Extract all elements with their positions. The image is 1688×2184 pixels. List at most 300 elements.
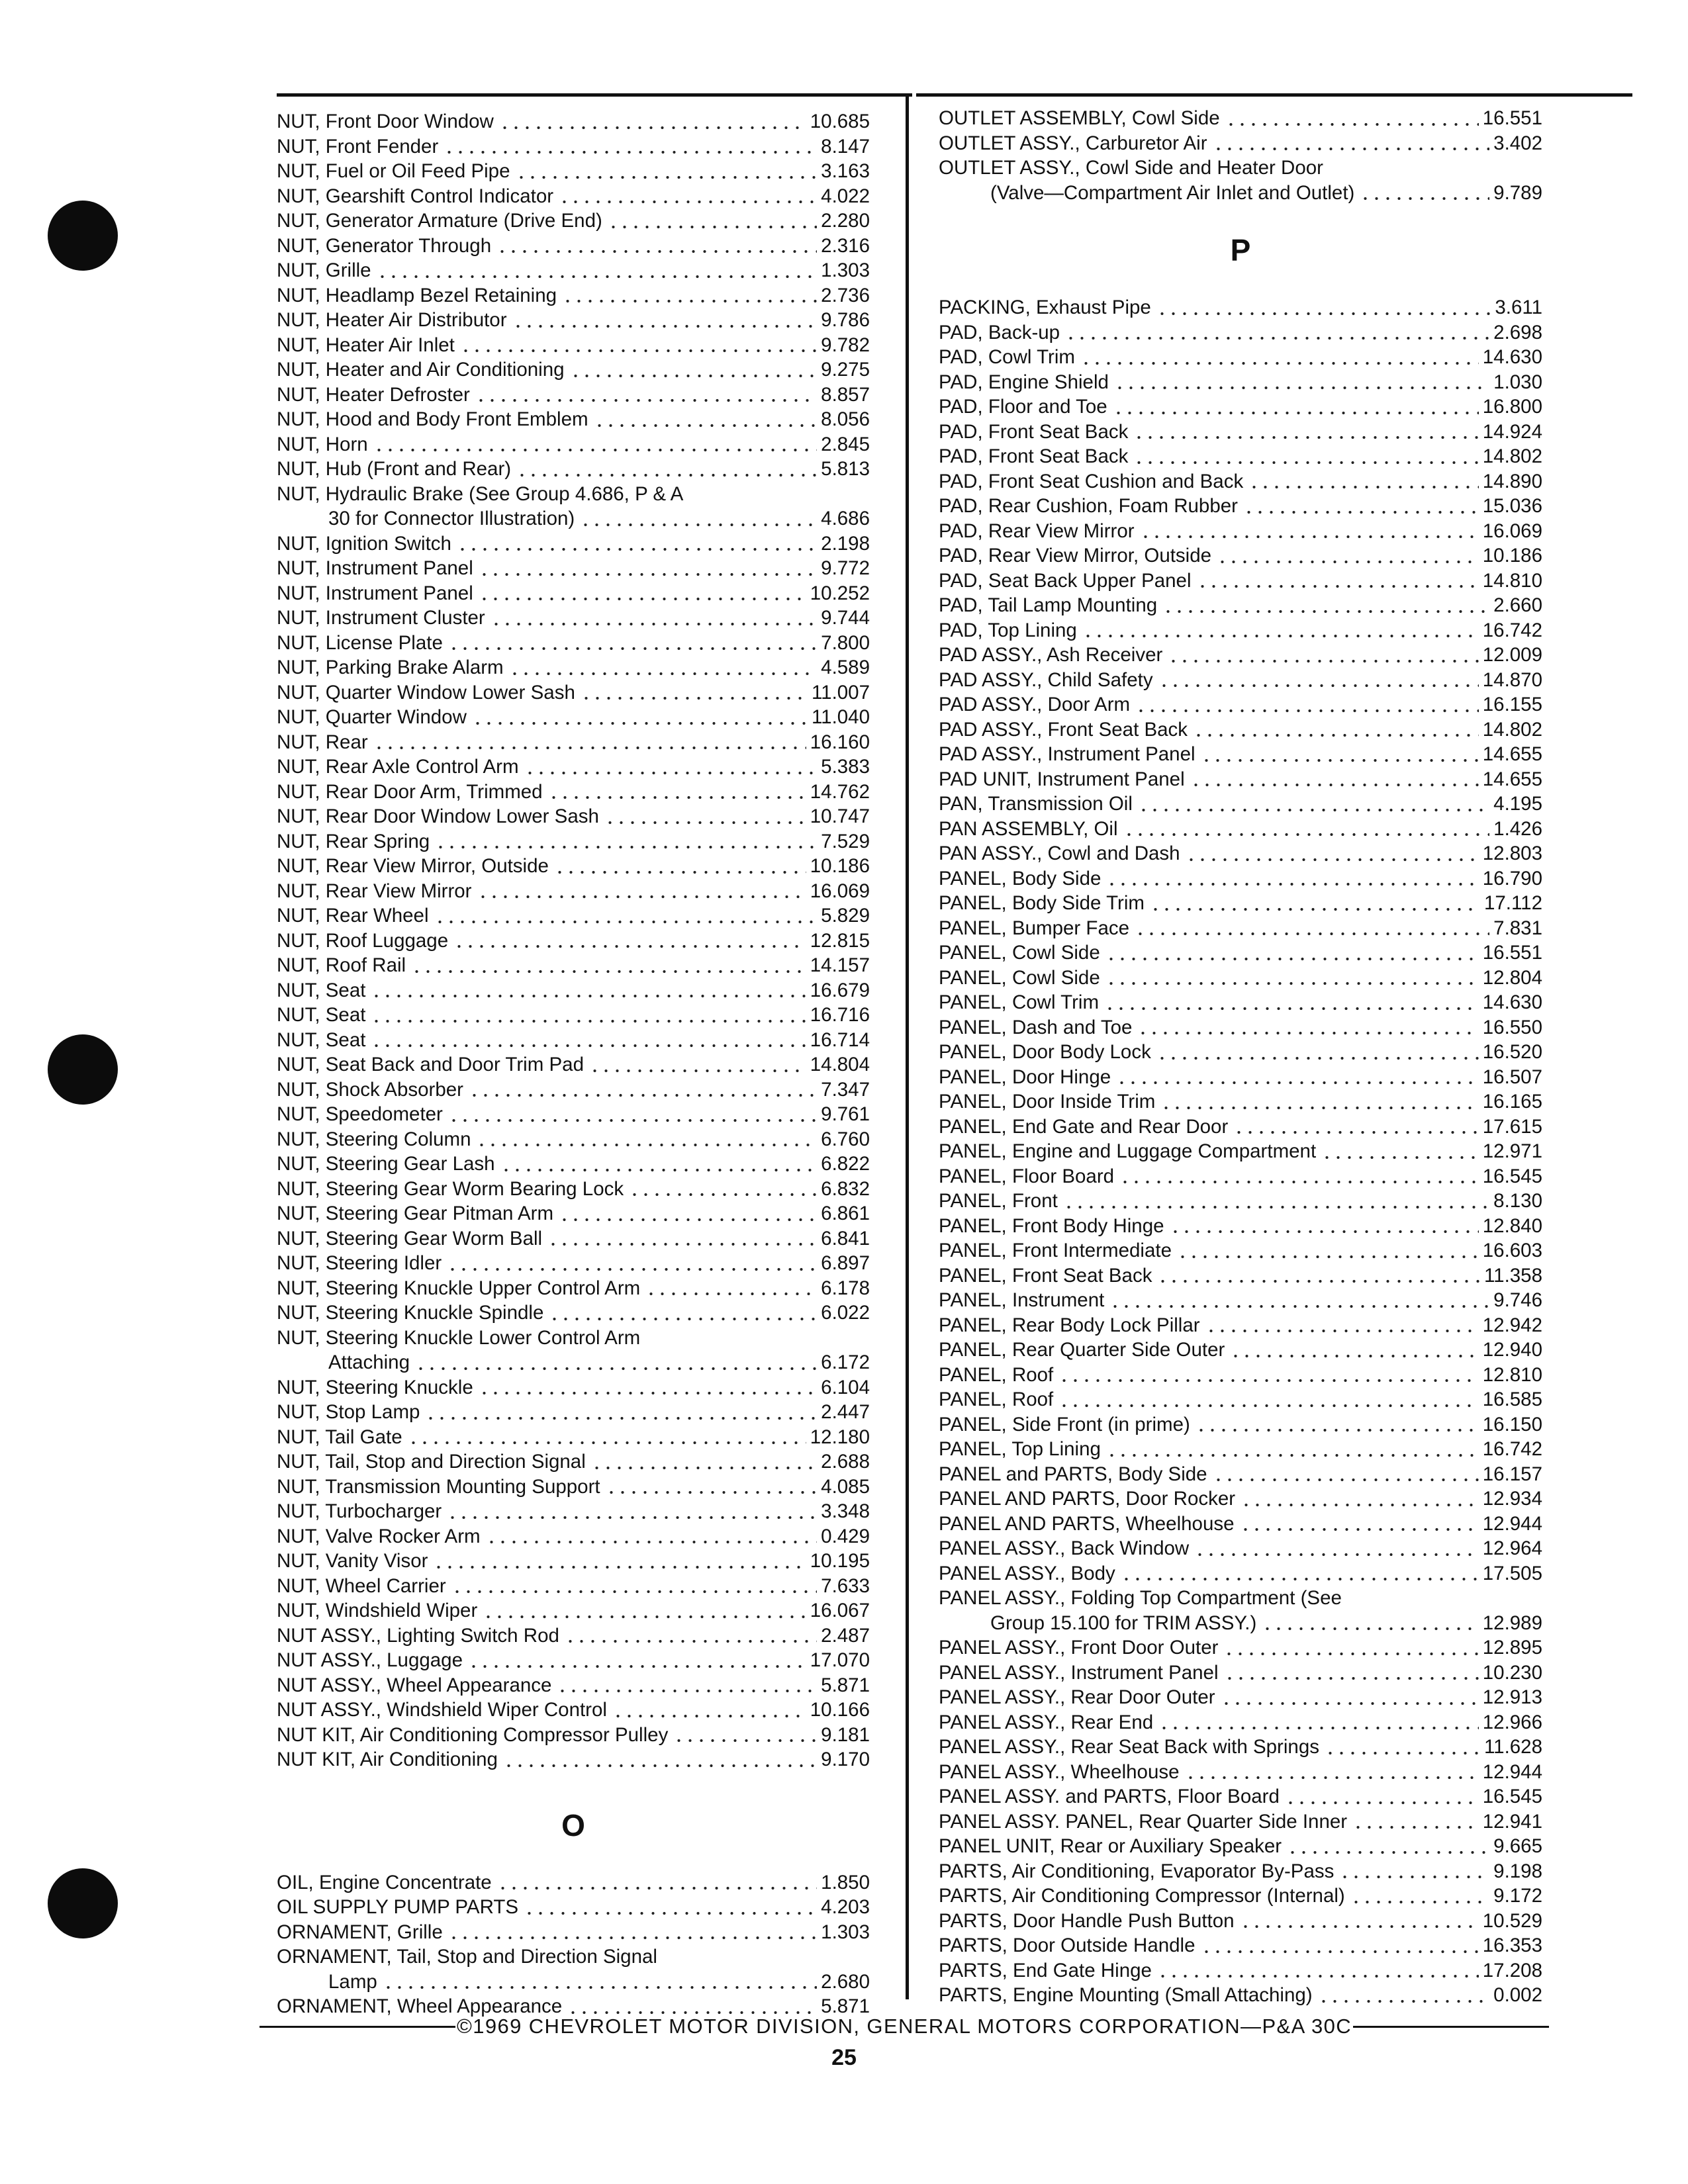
entry-name: NUT, Parking Brake Alarm [277, 657, 504, 678]
dot-leader [1104, 1007, 1479, 1011]
entry-group-number: 3.163 [821, 160, 870, 182]
entry-group-number: 17.070 [810, 1649, 870, 1671]
entry-name: NUT, Front Door Window [277, 111, 494, 132]
entry-name: NUT KIT, Air Conditioning Compressor Pulley [277, 1723, 669, 1746]
entry-group-number: 10.195 [810, 1550, 870, 1572]
dot-leader [1325, 1751, 1480, 1755]
page-number: 25 [831, 2045, 857, 2070]
entry-name: NUT, Grille [277, 259, 371, 281]
entry-group-number: 15.036 [1482, 495, 1542, 517]
index-entry [277, 1425, 870, 1450]
dot-leader [447, 1516, 817, 1520]
entry-group-number: 1.303 [821, 1921, 870, 1943]
entry-name: NUT ASSY., Luggage [277, 1649, 463, 1671]
entry-group-number: 12.971 [1482, 1140, 1542, 1162]
index-entry [939, 891, 1542, 916]
entry-group-number: 17.505 [1482, 1562, 1542, 1584]
dot-leader [1241, 1503, 1479, 1507]
index-entry [277, 953, 870, 978]
dot-leader [1170, 1230, 1479, 1234]
entry-name: NUT, Rear Wheel [277, 905, 429, 927]
entry-name: NUT, Heater Air Inlet [277, 334, 455, 356]
entry-name: PANEL ASSY., Back Window [939, 1537, 1190, 1559]
dot-leader [434, 920, 818, 924]
dot-leader [1339, 1875, 1489, 1879]
index-entry [939, 1412, 1542, 1437]
index-entry [939, 643, 1542, 668]
index-entry [277, 482, 870, 507]
index-entry [939, 1760, 1542, 1785]
entry-name: NUT, Rear View Mirror [277, 880, 472, 902]
index-entry [277, 1350, 870, 1375]
dot-leader [512, 324, 818, 328]
index-entry [939, 1834, 1542, 1859]
entry-name: PAD, Back-up [939, 321, 1060, 343]
entry-name: ORNAMENT, Grille [277, 1921, 443, 1943]
entry-name: PANEL and PARTS, Body Side [939, 1463, 1207, 1485]
entry-group-number: 2.688 [821, 1451, 870, 1473]
dot-leader [411, 970, 806, 974]
entry-group-number: 2.487 [821, 1624, 870, 1647]
entry-group-number: 2.198 [821, 532, 870, 555]
dot-leader [447, 1267, 817, 1271]
entry-name: PANEL, Rear Quarter Side Outer [939, 1339, 1225, 1361]
entry-name: NUT, Shock Absorber [277, 1078, 464, 1101]
dot-leader [1248, 485, 1479, 489]
entry-group-number: 4.203 [821, 1896, 870, 1918]
entry-name: NUT, Instrument Panel [277, 557, 473, 579]
entry-group-number: 2.845 [821, 433, 870, 455]
index-entry [277, 730, 870, 755]
entry-group-number: 16.714 [810, 1028, 870, 1051]
entry-name: PAD, Top Lining [939, 619, 1077, 641]
entry-name: PANEL ASSY., Rear End [939, 1711, 1154, 1733]
entry-group-number: 17.208 [1482, 1959, 1542, 1981]
index-entry [939, 742, 1542, 767]
dot-leader [425, 1416, 817, 1420]
index-entry [939, 1040, 1542, 1065]
dot-leader [1224, 1676, 1479, 1680]
entry-name: PANEL AND PARTS, Wheelhouse [939, 1512, 1235, 1535]
dot-leader [562, 299, 817, 303]
entry-name: OIL, Engine Concentrate [277, 1871, 492, 1893]
entry-group-number: 11.007 [811, 681, 870, 704]
entry-group-number: 4.195 [1493, 793, 1542, 815]
entry-name: NUT, Heater Defroster [277, 383, 470, 406]
entry-group-number: 16.507 [1482, 1066, 1542, 1088]
entry-name: NUT, Generator Through [277, 234, 492, 257]
index-entry [277, 1177, 870, 1202]
entry-group-number: 12.840 [1482, 1214, 1542, 1237]
entry-group-number: 0.429 [821, 1525, 870, 1547]
index-list-p [939, 295, 1542, 2008]
dot-leader [606, 1490, 818, 1494]
dot-leader [1123, 833, 1490, 837]
dot-leader [460, 349, 817, 353]
dot-leader [1201, 758, 1479, 762]
index-entry [277, 159, 870, 184]
dot-leader [1285, 1801, 1479, 1805]
entry-group-number: 2.316 [821, 234, 870, 257]
dot-leader [497, 1886, 817, 1890]
index-entry [939, 1909, 1542, 1934]
dot-leader [1150, 907, 1480, 911]
entry-group-number: 4.022 [821, 185, 870, 207]
dot-leader [1243, 510, 1479, 514]
index-entry [939, 1933, 1542, 1958]
entry-name: PARTS, Door Handle Push Button [939, 1909, 1235, 1932]
entry-name: OUTLET ASSY., Cowl Side and Heater Door [939, 157, 1323, 179]
index-entry [939, 618, 1542, 643]
entry-group-number: 12.913 [1482, 1686, 1542, 1708]
dot-leader [453, 944, 806, 948]
dot-leader [371, 1019, 806, 1023]
entry-group-number: 5.813 [821, 458, 870, 480]
index-entry [939, 1512, 1542, 1537]
footer-copyright: ©1969 CHEVROLET MOTOR DIVISION, GENERAL MOTORS CORPORATION—P&A 30C [456, 2015, 1352, 2038]
index-entry [939, 1611, 1542, 1636]
index-entry [939, 1065, 1542, 1090]
entry-group-number: 9.746 [1493, 1289, 1542, 1311]
entry-name: PANEL, Top Lining [939, 1438, 1101, 1460]
index-entry [277, 1598, 870, 1623]
dot-leader [1063, 1205, 1489, 1209]
footer-rule-right [1353, 2026, 1549, 2028]
dot-leader [1121, 1577, 1479, 1581]
entry-name: PAD, Front Seat Back [939, 445, 1129, 467]
entry-name: PAN ASSEMBLY, Oil [939, 817, 1118, 840]
entry-group-number: 2.447 [821, 1401, 870, 1423]
index-entry [277, 1028, 870, 1053]
entry-group-number: 2.280 [821, 210, 870, 232]
entry-name: 30 for Connector Illustration) [328, 508, 575, 529]
entry-group-number: 10.166 [810, 1699, 870, 1721]
index-entry [277, 1251, 870, 1276]
index-entry [939, 1462, 1542, 1487]
dot-leader [476, 1143, 817, 1147]
dot-leader [1138, 808, 1489, 812]
dot-leader [1196, 1428, 1479, 1432]
entry-group-number: 16.790 [1482, 867, 1542, 889]
dot-leader [1158, 684, 1479, 688]
index-entry [277, 1475, 870, 1500]
entry-name: NUT, Tail Gate [277, 1426, 402, 1448]
entry-name: NUT, Gearshift Control Indicator [277, 185, 554, 207]
entry-group-number: 9.275 [821, 359, 870, 381]
entry-name: NUT, Steering Gear Pitman Arm [277, 1203, 554, 1224]
dot-leader [1109, 1304, 1489, 1308]
entry-group-number: 14.924 [1482, 420, 1542, 443]
entry-group-number: 10.529 [1482, 1909, 1542, 1932]
index-entry [939, 156, 1542, 181]
entry-name: NUT ASSY., Lighting Switch Rod [277, 1624, 559, 1647]
dot-leader [524, 1911, 817, 1915]
entry-name: NUT, Steering Knuckle Spindle [277, 1302, 544, 1324]
index-entry [939, 1784, 1542, 1809]
index-entry [939, 1586, 1542, 1611]
dot-leader [1168, 659, 1478, 663]
index-entry [939, 394, 1542, 420]
dot-leader [1106, 1453, 1479, 1457]
index-entry [939, 345, 1542, 370]
index-entry [939, 1139, 1542, 1164]
index-entry [277, 655, 870, 680]
entry-group-number: 16.520 [1482, 1041, 1542, 1063]
entry-group-number: 12.989 [1482, 1612, 1542, 1634]
entry-name: NUT, Generator Armature (Drive End) [277, 210, 602, 232]
entry-name: PAD ASSY., Child Safety [939, 668, 1153, 691]
index-entry [939, 1486, 1542, 1512]
entry-group-number: 16.067 [810, 1600, 870, 1621]
index-entry [277, 1276, 870, 1301]
entry-name: NUT, Seat Back and Door Trim Pad [277, 1054, 584, 1075]
index-list-o [277, 1870, 870, 2019]
dot-leader [589, 1069, 806, 1073]
dot-leader [1162, 610, 1489, 614]
index-entry [939, 444, 1542, 469]
dot-leader [1156, 1056, 1479, 1060]
dot-leader [548, 796, 806, 799]
entry-name: ORNAMENT, Wheel Appearance [277, 1995, 563, 2017]
entry-name: NUT, Wheel Carrier [277, 1574, 446, 1597]
entry-name: PAD ASSY., Front Seat Back [939, 718, 1188, 741]
dot-leader [1058, 1379, 1479, 1383]
entry-group-number: 9.198 [1493, 1860, 1542, 1882]
index-entry [277, 383, 870, 408]
entry-group-number: 10.252 [810, 582, 870, 604]
dot-leader [483, 1615, 806, 1619]
index-entry [939, 692, 1542, 717]
entry-name: PAD, Rear View Mirror [939, 520, 1135, 542]
entry-group-number: 16.353 [1482, 1934, 1542, 1956]
index-entry [939, 1710, 1542, 1735]
entry-name: NUT, Steering Column [277, 1128, 471, 1150]
index-entry [939, 295, 1542, 320]
entry-group-number: 7.831 [1493, 917, 1542, 939]
index-entry [939, 1536, 1542, 1561]
index-entry [277, 1895, 870, 1920]
index-entry [939, 841, 1542, 866]
index-entry [277, 1201, 870, 1226]
index-entry [939, 767, 1542, 792]
dot-leader [559, 1218, 817, 1222]
entry-group-number: 16.551 [1482, 107, 1542, 129]
index-entry [277, 1400, 870, 1425]
index-entry [277, 506, 870, 531]
dot-leader [444, 150, 817, 154]
entry-name: NUT, Steering Idler [277, 1252, 442, 1274]
index-entry [939, 1115, 1542, 1140]
entry-group-number: 6.178 [821, 1277, 870, 1299]
dot-leader [1157, 1279, 1479, 1283]
entry-group-number: 0.002 [1493, 1984, 1542, 2006]
entry-name: NUT, Rear View Mirror, Outside [277, 855, 549, 877]
index-entry [277, 854, 870, 879]
entry-group-number: 14.810 [1482, 569, 1542, 592]
index-entry [277, 1226, 870, 1251]
dot-leader [486, 1540, 818, 1544]
entry-group-number: 12.803 [1482, 842, 1542, 864]
entry-name: PAD, Tail Lamp Mounting [939, 594, 1158, 616]
index-entry [939, 519, 1542, 544]
dot-leader [554, 870, 806, 874]
index-entry [277, 1300, 870, 1326]
index-entry [277, 705, 870, 730]
entry-group-number: 1.426 [1493, 817, 1542, 840]
entry-name: PANEL ASSY. PANEL, Rear Quarter Side Inner [939, 1810, 1348, 1833]
entry-group-number: 12.944 [1482, 1512, 1542, 1535]
entry-group-number: 16.160 [810, 731, 870, 753]
entry-group-number: 16.742 [1482, 1438, 1542, 1460]
entry-name: PANEL UNIT, Rear or Auxiliary Speaker [939, 1835, 1282, 1857]
index-entry [277, 1944, 870, 1970]
entry-name: PANEL AND PARTS, Door Rocker [939, 1488, 1236, 1510]
dot-leader [500, 1168, 818, 1172]
index-entry [277, 109, 870, 134]
entry-name: NUT, Instrument Cluster [277, 607, 485, 629]
dot-leader [1137, 1031, 1478, 1035]
top-rule-right [916, 93, 1632, 97]
entry-group-number: 16.585 [1482, 1388, 1542, 1410]
dot-leader [612, 1714, 806, 1718]
index-entry [939, 1164, 1542, 1189]
entry-name: ORNAMENT, Tail, Stop and Direction Signal [277, 1946, 657, 1968]
index-entry [277, 1920, 870, 1945]
entry-group-number: 16.742 [1482, 619, 1542, 641]
dot-leader [1223, 1652, 1478, 1656]
entry-name: PANEL, Door Inside Trim [939, 1091, 1156, 1113]
index-entry [277, 1449, 870, 1475]
entry-name: NUT, Speedometer [277, 1103, 443, 1125]
entry-group-number: 11.040 [811, 706, 870, 728]
dot-leader [1185, 1776, 1479, 1780]
dot-leader [451, 1590, 817, 1594]
index-entry [277, 1052, 870, 1077]
entry-group-number: 2.698 [1493, 321, 1542, 343]
entry-name: NUT, Ignition Switch [277, 532, 451, 555]
entry-name: OIL SUPPLY PUMP PARTS [277, 1896, 519, 1918]
entry-name: NUT, Fuel or Oil Feed Pipe [277, 160, 510, 182]
entry-group-number: 7.529 [821, 830, 870, 852]
index-entry [277, 1524, 870, 1549]
entry-name: PAD, Front Seat Back [939, 420, 1129, 443]
entry-group-number: 9.665 [1493, 1835, 1542, 1857]
entry-group-number: 10.747 [810, 805, 870, 827]
entry-name: NUT, Rear Door Arm, Trimmed [277, 780, 543, 803]
entry-group-number: 5.829 [821, 905, 870, 927]
dot-leader [1193, 733, 1479, 737]
index-entry [277, 556, 870, 581]
entry-group-number: 14.804 [810, 1054, 870, 1075]
entry-group-number: 14.157 [810, 954, 870, 976]
entry-name: PANEL, Dash and Toe [939, 1016, 1133, 1038]
dot-leader [516, 473, 817, 477]
index-entry [277, 1499, 870, 1524]
entry-group-number: 14.630 [1482, 991, 1542, 1013]
dot-leader [491, 622, 817, 626]
entry-group-number: 14.802 [1482, 445, 1542, 467]
dot-leader [1156, 312, 1491, 316]
index-entry [277, 606, 870, 631]
dot-leader [1321, 1156, 1479, 1160]
index-entry [939, 1238, 1542, 1263]
index-entry [939, 1958, 1542, 1983]
entry-group-number: 3.611 [1495, 296, 1542, 318]
entry-name: PARTS, Door Outside Handle [939, 1934, 1196, 1956]
dot-leader [1082, 634, 1479, 638]
index-entry [277, 1127, 870, 1152]
entry-name: PAD, Engine Shield [939, 371, 1109, 393]
index-list-n [277, 109, 870, 1772]
index-entry [277, 407, 870, 432]
entry-name: NUT, Turbocharger [277, 1500, 442, 1522]
entry-group-number: 16.679 [810, 979, 870, 1001]
dot-leader [1133, 435, 1478, 439]
entry-group-number: 10.685 [810, 111, 870, 132]
index-entry [277, 879, 870, 904]
entry-name: PAN, Transmission Oil [939, 793, 1133, 815]
dot-leader [1157, 1974, 1479, 1978]
index-entry [939, 1983, 1542, 2008]
dot-leader [373, 746, 806, 750]
entry-name: NUT, Windshield Wiper [277, 1600, 478, 1621]
index-entry [277, 457, 870, 482]
entry-group-number: 16.155 [1482, 694, 1542, 715]
entry-name: NUT, Steering Gear Worm Ball [277, 1227, 543, 1250]
index-entry [939, 1685, 1542, 1710]
index-entry [939, 106, 1542, 131]
entry-name: NUT, Hydraulic Brake (See Group 4.686, P & A [277, 482, 684, 505]
index-entry [277, 134, 870, 159]
dot-leader [1350, 1900, 1489, 1904]
dot-leader [1140, 535, 1479, 539]
entry-group-number: 16.545 [1482, 1165, 1542, 1187]
index-entry [277, 1723, 870, 1748]
index-entry [939, 131, 1542, 156]
index-entry [939, 792, 1542, 817]
index-entry [939, 1884, 1542, 1909]
right-column [939, 106, 1542, 2008]
entry-group-number: 12.934 [1482, 1488, 1542, 1510]
entry-name: NUT, Roof Rail [277, 954, 406, 976]
index-entry [277, 1623, 870, 1649]
entry-group-number: 8.857 [821, 383, 870, 406]
entry-name: NUT, Steering Gear Lash [277, 1153, 495, 1175]
dot-leader [468, 1664, 806, 1668]
entry-name: PANEL, Floor Board [939, 1165, 1115, 1187]
entry-group-number: 1.303 [821, 259, 870, 281]
entry-group-number: 9.170 [821, 1749, 870, 1770]
dot-leader [448, 647, 817, 651]
entry-group-number: 5.871 [821, 1674, 870, 1696]
dot-leader [567, 2011, 817, 2015]
entry-name: NUT, License Plate [277, 631, 443, 654]
entry-name: NUT, Quarter Window [277, 706, 467, 728]
entry-group-number: 6.022 [821, 1302, 870, 1324]
dot-leader [477, 895, 806, 899]
index-entry [277, 531, 870, 557]
entry-name: PANEL ASSY. and PARTS, Floor Board [939, 1786, 1280, 1807]
entry-name: PAD, Rear View Mirror, Outside [939, 545, 1212, 567]
index-entry [277, 1970, 870, 1995]
dot-leader [1240, 1925, 1479, 1929]
index-entry [939, 1288, 1542, 1313]
dot-leader [1114, 386, 1489, 390]
entry-name: (Valve—Compartment Air Inlet and Outlet) [990, 181, 1355, 204]
entry-group-number: 6.897 [821, 1252, 870, 1274]
index-entry [277, 1375, 870, 1400]
dot-leader [581, 696, 808, 700]
